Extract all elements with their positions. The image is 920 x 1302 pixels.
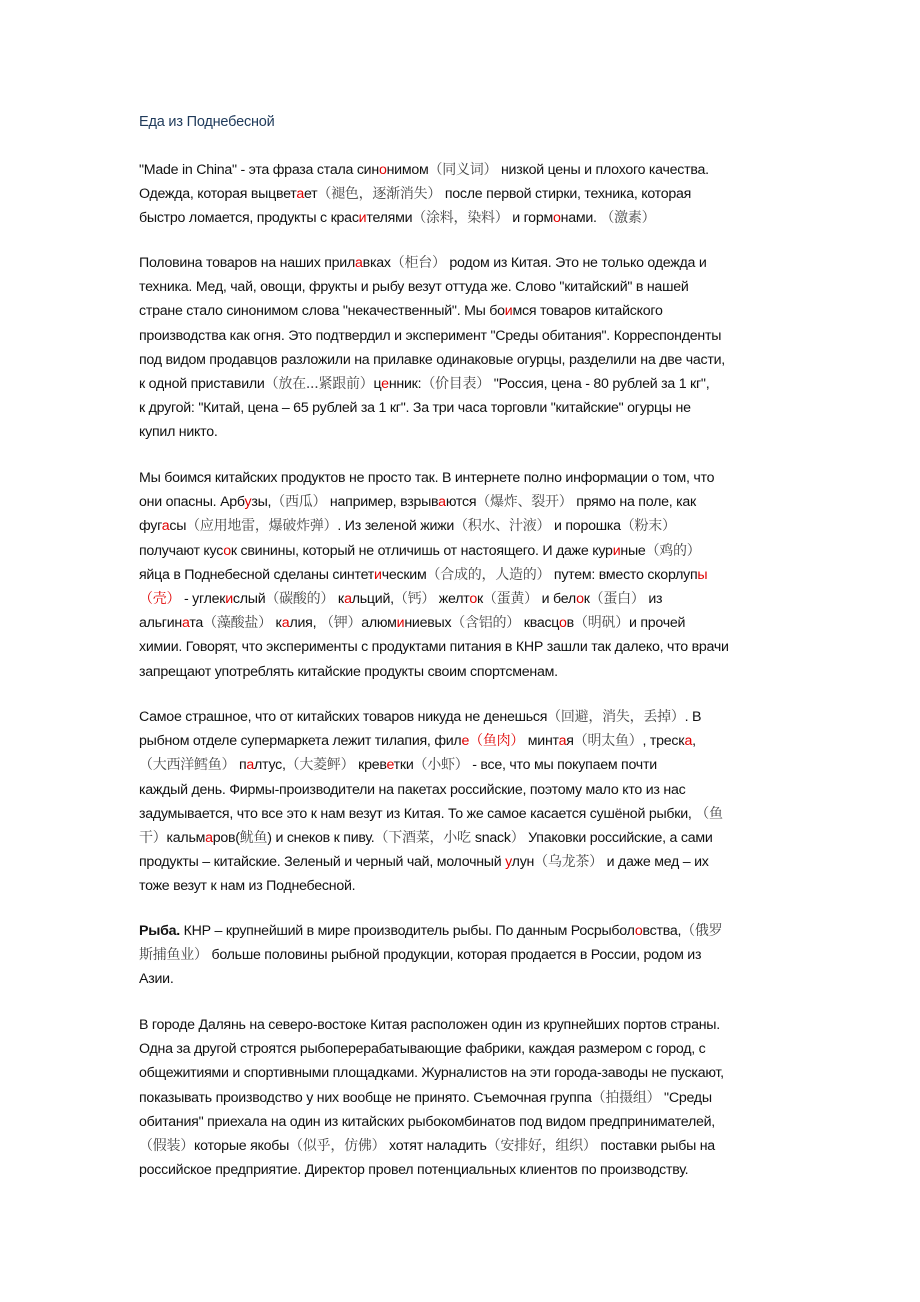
text-run: вства, xyxy=(642,923,682,939)
chinese-gloss: （壳） xyxy=(139,590,181,607)
chinese-gloss: （粉末） xyxy=(620,518,676,535)
text-run: быстро ломается, продукты с крас xyxy=(139,210,359,227)
text-run: к одной приставили xyxy=(139,375,265,392)
chinese-gloss: （假装） xyxy=(139,1137,194,1154)
paragraph-dalian xyxy=(139,1013,799,1182)
text-run: та xyxy=(189,615,204,632)
text-run: вках xyxy=(362,255,391,271)
text-line xyxy=(139,372,799,396)
text-line xyxy=(139,182,799,206)
text-run: ет xyxy=(304,186,318,203)
stress-mark: о xyxy=(552,210,561,227)
text-run: ные xyxy=(620,542,646,559)
text-line xyxy=(139,943,799,967)
stress-mark: а xyxy=(246,757,255,774)
text-run: купил никто. xyxy=(139,424,218,441)
text-run: - углек xyxy=(180,590,226,607)
stress-mark: а xyxy=(182,615,190,632)
text-run: ) и снеков к пиву. xyxy=(267,829,375,846)
text-run: слый xyxy=(232,590,266,607)
text-run: показывать производство у них вообще не принято. Съемочная группа xyxy=(139,1089,592,1106)
chinese-gloss: （蛋黄） xyxy=(482,590,538,607)
text-run: в xyxy=(566,615,574,632)
stress-mark: е xyxy=(461,733,470,750)
text-run: родом из Китая. Это не только одежда и xyxy=(445,255,707,271)
stress-mark: и xyxy=(358,210,367,227)
text-line xyxy=(139,206,799,230)
text-run: к другой: "Китай, цена – 65 рублей за 1 кг". За три часа торговли "китайские" огурцы не xyxy=(139,400,691,417)
chinese-gloss: （拍摄组） xyxy=(591,1089,661,1106)
text-run: ческим xyxy=(381,566,427,583)
text-run: нник: xyxy=(388,375,422,392)
stress-mark: е xyxy=(381,375,389,392)
chinese-gloss: （大菱鲆） xyxy=(285,757,355,774)
text-line xyxy=(139,729,799,753)
text-run: лия, xyxy=(289,615,320,632)
stress-mark: а xyxy=(558,733,567,750)
text-line xyxy=(139,753,799,777)
text-run: фуг xyxy=(139,518,162,535)
text-line xyxy=(139,251,799,275)
text-run: например, взрыв xyxy=(326,494,439,511)
text-run: п xyxy=(235,757,247,774)
text-run: - все, что мы покупаем почти xyxy=(468,757,657,774)
text-line xyxy=(139,1134,799,1158)
text-run: крев xyxy=(354,757,387,774)
text-line xyxy=(139,778,799,802)
stress-mark: а xyxy=(161,518,170,535)
chinese-gloss: （柜台） xyxy=(390,255,446,271)
text-run: которые якобы xyxy=(194,1137,290,1154)
text-run: путем: вместо скорлуп xyxy=(550,566,698,583)
text-run: "Среды xyxy=(660,1089,712,1106)
text-run: и порошка xyxy=(550,518,621,535)
text-line xyxy=(139,563,799,587)
text-run: . Из зеленой жижи xyxy=(337,518,455,535)
stress-mark: а xyxy=(296,186,304,203)
stress-mark: и xyxy=(504,303,513,320)
chinese-gloss: （价目表） xyxy=(421,375,491,392)
text-line xyxy=(139,539,799,563)
chinese-gloss: （放在...紧跟前） xyxy=(264,375,374,392)
text-run: яйца в Поднебесной сделаны синтет xyxy=(139,566,375,583)
stress-mark: а xyxy=(281,615,290,632)
text-run: хотят наладить xyxy=(385,1137,487,1154)
text-run: snack xyxy=(474,829,511,846)
text-run: КНР – крупнейший в мире производитель рыбы. По данным Росрыбол xyxy=(179,923,635,939)
stress-mark: о xyxy=(576,590,584,607)
text-run: я xyxy=(566,733,574,750)
stress-mark: о xyxy=(634,923,643,939)
text-run: запрещают употреблять китайские продукты своим спортсменам. xyxy=(139,663,558,680)
text-line xyxy=(139,611,799,635)
text-run: они опасны. Арб xyxy=(139,494,245,511)
text-line xyxy=(139,1061,799,1085)
text-run: , xyxy=(692,733,696,750)
text-run: зы, xyxy=(251,494,272,511)
text-run: ров( xyxy=(212,829,240,846)
text-line xyxy=(139,967,799,991)
text-run: , треск xyxy=(642,733,685,750)
text-line xyxy=(139,1110,799,1134)
text-run: сы xyxy=(169,518,187,535)
chinese-gloss: （俄罗 xyxy=(681,923,723,939)
paragraph-most-terrible xyxy=(139,705,799,899)
text-line xyxy=(139,275,799,299)
stress-mark: е xyxy=(386,757,394,774)
chinese-gloss: （蛋白） xyxy=(589,590,645,607)
stress-mark: и xyxy=(612,542,621,559)
text-run: поставки рыбы на xyxy=(596,1137,715,1154)
stress-mark: о xyxy=(378,162,387,178)
text-run: "Made in China" - эта фраза стала син xyxy=(139,162,379,178)
text-run: и бел xyxy=(537,590,577,607)
text-line xyxy=(139,1158,799,1182)
text-run: ниевых xyxy=(404,615,452,632)
text-run: низкой цены и плохого качества. xyxy=(497,162,709,178)
text-run: В городе Далянь на северо-востоке Китая расположен один из крупнейших портов страны. xyxy=(139,1017,720,1033)
text-line xyxy=(139,826,799,850)
chinese-gloss: （褪色，逐渐消失） xyxy=(317,186,442,203)
text-run: и даже мед – их xyxy=(602,854,709,871)
text-run: Азии. xyxy=(139,971,174,988)
chinese-gloss: （西瓜） xyxy=(271,494,327,511)
text-line xyxy=(139,299,799,323)
text-run: из xyxy=(644,590,663,607)
text-run: альгин xyxy=(139,615,182,632)
text-run: к xyxy=(476,590,483,607)
text-run: техника. Мед, чай, овощи, фрукты и рыбу везут оттуда же. Слово "китайский" в нашей xyxy=(139,279,689,296)
text-line xyxy=(139,635,799,659)
text-run: Рыба. xyxy=(139,923,180,939)
text-line xyxy=(139,514,799,538)
stress-mark: о xyxy=(223,542,231,559)
text-run: к xyxy=(271,615,282,632)
chinese-gloss: （合成的，人造的） xyxy=(426,566,551,583)
text-run: химии. Говорят, что эксперименты с продуктами питания в КНР зашли так далеко, что врачи xyxy=(139,639,729,656)
text-line xyxy=(139,1013,799,1037)
text-line xyxy=(139,396,799,420)
stress-mark: о xyxy=(469,590,477,607)
chinese-gloss: （应用地雷，爆破炸弹） xyxy=(186,518,338,535)
text-line xyxy=(139,324,799,348)
text-run: тоже везут к нам из Поднебесной. xyxy=(139,878,356,895)
text-run: под видом продавцов разложили на прилавке одинаковые огурцы, разделили на две части, xyxy=(139,351,725,368)
text-run: к xyxy=(334,590,345,607)
paragraph-afraid-of-products xyxy=(139,466,799,684)
text-run: . В xyxy=(684,709,702,725)
text-run: рыбном отделе супермаркета лежит тилапия, фил xyxy=(139,733,462,750)
text-run: получают кус xyxy=(139,542,224,559)
text-run: каждый день. Фирмы-производители на пакетах российские, поэтому мало кто из нас xyxy=(139,781,686,798)
text-run: телями xyxy=(366,210,413,227)
text-line xyxy=(139,420,799,444)
text-run: минт xyxy=(524,733,559,750)
document-title: Еда из Поднебесной xyxy=(139,114,275,130)
stress-mark: а xyxy=(438,494,446,511)
stress-mark: а xyxy=(344,590,352,607)
paragraph-fish xyxy=(139,919,799,992)
text-run: Упаковки российские, а сами xyxy=(524,829,713,846)
text-run: и прочей xyxy=(628,615,686,632)
text-run: тки xyxy=(393,757,414,774)
chinese-gloss: （爆炸、裂开） xyxy=(476,494,573,511)
chinese-gloss: 干） xyxy=(139,829,167,846)
paragraph-half-of-goods xyxy=(139,251,799,445)
text-line xyxy=(139,1086,799,1110)
chinese-gloss: （下酒菜，小吃 xyxy=(374,829,475,846)
text-line xyxy=(139,490,799,514)
text-run: задумывается, что все это к нам везут из Китая. То же самое касается сушёной рыбки, xyxy=(139,805,696,822)
chinese-gloss: （钙） xyxy=(393,590,436,607)
text-run: общежитиями и спортивными площадками. Журналистов на эти города-заводы не пускают, xyxy=(139,1065,724,1082)
text-run: Одна за другой строятся рыбоперерабатывающие фабрики, каждая размером с город, с xyxy=(139,1041,706,1058)
chinese-gloss: （大西洋鳕鱼） xyxy=(139,757,236,774)
text-line xyxy=(139,660,799,684)
stress-mark: и xyxy=(396,615,405,632)
stress-mark: ы xyxy=(697,566,708,583)
stress-mark: а xyxy=(355,255,363,271)
chinese-gloss: （回避，消失，丢掉） xyxy=(547,709,685,725)
text-run: Половина товаров на наших прил xyxy=(139,255,356,271)
text-line xyxy=(139,705,799,729)
text-run: ц xyxy=(373,375,382,392)
text-line xyxy=(139,850,799,874)
stress-mark: и xyxy=(225,590,233,607)
chinese-gloss: （明矾） xyxy=(573,615,629,632)
stress-mark: у xyxy=(505,854,512,871)
text-run: Самое страшное, что от китайских товаров никуда не денешься xyxy=(139,709,548,725)
text-run: квасц xyxy=(520,615,560,632)
text-run: к xyxy=(583,590,590,607)
text-run: стране стало синонимом слова "некачественный". Мы бо xyxy=(139,303,505,320)
text-run: нами. xyxy=(560,210,601,227)
chinese-gloss: （涂料，染料） xyxy=(412,210,509,227)
text-run: льций, xyxy=(351,590,394,607)
text-run: кальм xyxy=(166,829,206,846)
chinese-gloss: （鸡的） xyxy=(645,542,701,559)
chinese-gloss: （明太鱼） xyxy=(573,733,643,750)
text-line xyxy=(139,348,799,372)
chinese-gloss: ） xyxy=(510,829,525,846)
text-run: и горм xyxy=(508,210,553,227)
text-run: обитания" приехала на один из китайских рыбокомбинатов под видом предпринимателей, xyxy=(139,1113,715,1130)
chinese-gloss: （乌龙茶） xyxy=(534,854,603,871)
stress-mark: и xyxy=(374,566,382,583)
text-run: больше половины рыбной продукции, которая продается в России, родом из xyxy=(207,947,702,964)
chinese-gloss: （激素） xyxy=(600,210,656,227)
text-line xyxy=(139,1037,799,1061)
paragraph-made-in-china xyxy=(139,158,799,231)
stress-mark: а xyxy=(205,829,213,846)
text-line xyxy=(139,587,799,611)
text-run: продукты – китайские. Зеленый и черный чай, молочный xyxy=(139,854,506,871)
text-run: желт xyxy=(435,590,470,607)
text-run: российское предприятие. Директор провел потенциальных клиентов по производству. xyxy=(139,1162,689,1179)
text-run: Мы боимся китайских продуктов не просто так. В интернете полно информации о том, что xyxy=(139,470,715,486)
chinese-gloss: （含铝的） xyxy=(451,615,521,632)
chinese-gloss: （小虾） xyxy=(413,757,469,774)
text-run: "Россия, цена - 80 рублей за 1 кг", xyxy=(490,375,710,392)
text-line xyxy=(139,919,799,943)
text-line xyxy=(139,466,799,490)
chinese-gloss: （藻酸盐） xyxy=(203,615,272,632)
text-run: лтус, xyxy=(254,757,286,774)
text-run: ются xyxy=(445,494,477,511)
text-run: производства как огня. Это подтвердил и эксперимент "Среды обитания". Корреспонденты xyxy=(139,327,722,344)
chinese-gloss: （鱼 xyxy=(695,805,723,822)
chinese-gloss: （同义词） xyxy=(428,162,498,178)
text-run: к свинины, который не отличишь от настоящего. И даже кур xyxy=(230,542,613,559)
text-run: алюм xyxy=(361,615,397,632)
text-run: Одежда, которая выцвет xyxy=(139,186,297,203)
text-line xyxy=(139,802,799,826)
text-run: после первой стирки, техника, которая xyxy=(441,186,692,203)
text-run: мся товаров китайского xyxy=(512,303,663,320)
chinese-gloss: （似乎，仿佛） xyxy=(289,1137,386,1154)
text-line xyxy=(139,874,799,898)
chinese-gloss: （钾） xyxy=(319,615,362,632)
chinese-gloss: （安排好，组织） xyxy=(486,1137,597,1154)
stress-mark: у xyxy=(244,494,252,511)
text-line xyxy=(139,158,799,182)
text-run: лун xyxy=(511,854,535,871)
text-run: нимом xyxy=(386,162,429,178)
chinese-gloss: （积水、汁液） xyxy=(454,518,551,535)
stress-mark: о xyxy=(559,615,567,632)
text-run: прямо на поле, как xyxy=(572,494,696,511)
stress-mark: а xyxy=(684,733,693,750)
chinese-gloss: 鱿鱼 xyxy=(239,829,268,846)
chinese-gloss: （碳酸的） xyxy=(265,590,335,607)
chinese-gloss: 斯捕鱼业） xyxy=(139,947,208,964)
chinese-gloss: （鱼肉） xyxy=(469,733,525,750)
